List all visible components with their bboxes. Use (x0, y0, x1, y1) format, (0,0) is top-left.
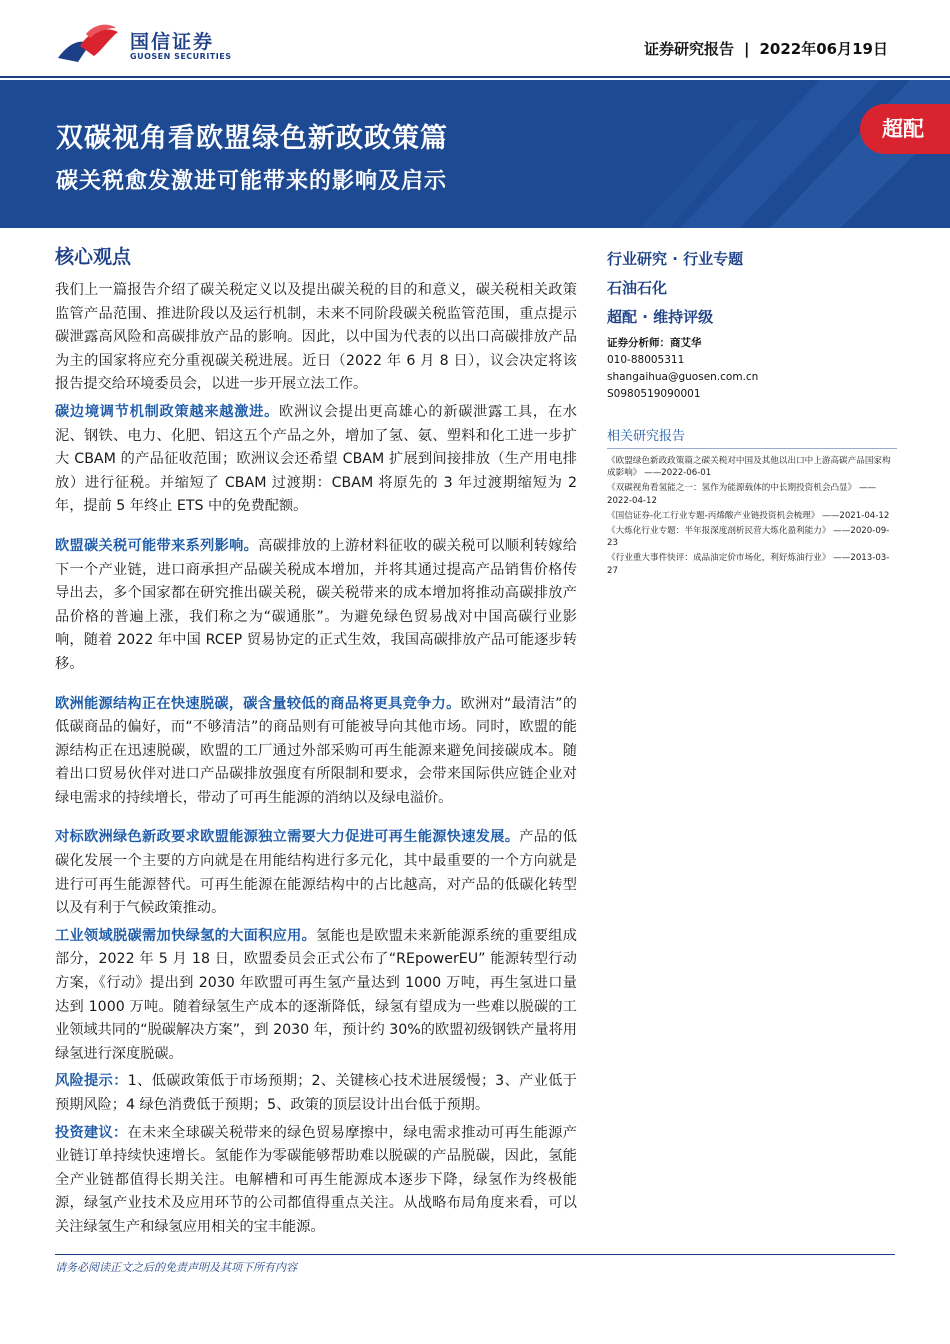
footer-disclaimer: 请务必阅读正文之后的免责声明及其项下所有内容 (55, 1261, 297, 1274)
paragraph-lead: 欧洲能源结构正在快速脱碳，碳含量较低的商品将更具竞争力。 (55, 695, 461, 712)
report-meta (644, 38, 888, 59)
report-date: 2022年06月19日 (759, 40, 888, 58)
rating-label: 超配 · 维持评级 (607, 308, 714, 326)
related-reports-title: 相关研究报告 (607, 425, 897, 449)
guosen-logo-icon (56, 24, 120, 64)
paragraph-lead: 欧盟碳关税可能带来系列影响。 (55, 537, 259, 554)
paragraph-investment (55, 1122, 577, 1240)
paragraph-renewables (55, 826, 577, 920)
meta-separator: | (744, 40, 750, 58)
paragraph-lead: 碳边境调节机制政策越来越激进。 (55, 403, 280, 420)
report-title: 双碳视角看欧盟绿色新政政策篇 (56, 123, 448, 154)
paragraph-lead: 工业领域脱碳需加快绿氢的大面积应用。 (55, 927, 317, 944)
industry-label: 行业研究 · 行业专题 (607, 250, 744, 268)
rating-badge: 超配 (860, 104, 950, 154)
related-reports-list (607, 455, 897, 577)
banner-decoration (620, 80, 950, 228)
paragraph-text: 1、低碳政策低于市场预期；2、关键核心技术进展缓慢；3、产业低于预期风险；4 绿色消费低于预期；5、政策的顶层设计出台低于预期。 (55, 1073, 577, 1113)
section-title: 核心观点 (55, 246, 132, 268)
report-subtitle: 碳关税愈发激进可能带来的影响及启示 (56, 169, 448, 194)
paragraph-impact (55, 535, 577, 677)
analyst-cert: S0980519090001 (607, 388, 701, 400)
paragraph-intro (55, 279, 577, 397)
paragraph-text: 在未来全球碳关税带来的绿色贸易摩擦中，绿电需求推动可再生能源产业链订单持续快速增长。氢能作为零碳能够帮助难以脱碳的产品脱碳，因此，氢能全产业链都值得长期关注。电解槽和可再生能源成本逐步下降，绿氢作为终极能源，绿氢产业技术及应用环节的公司都值得重点关注。从战略布局角度来看，可以关注绿氢生产和绿氢应用相关的宝丰能源。 (55, 1124, 577, 1235)
analyst-name: 证券分析师：商艾华 (607, 337, 702, 349)
related-report-item[interactable]: 《行业重大事件快评：成品油定价市场化，利好炼油行业》 ——2013-03-27 (607, 553, 890, 576)
company-name-cn: 国信证券 (130, 31, 215, 53)
related-report-item[interactable]: 《双碳视角看氢能之一：氢作为能源载体的中长期投资机会凸显》 ——2022-04-12 (607, 483, 877, 506)
paragraph-lead: 投资建议： (55, 1124, 128, 1141)
analyst-email[interactable]: shangaihua@guosen.com.cn (607, 371, 759, 383)
related-report-item[interactable]: 《欧盟绿色新政政策篇之碳关税对中国及其他以出口中上游高碳产品国家构成影响》 ——2022-06-01 (607, 456, 891, 479)
paragraph-energy-structure (55, 693, 577, 811)
paragraph-text: 欧洲议会提出更高雄心的新碳泄露工具，在水泥、钢铁、电力、化肥、铝这五个产品之外，增加了氢、氨、塑料和化工进一步扩大 CBAM 的产品征收范围；欧洲议会还希望 CBAM 扩展到间接排放（生产用电排放）进行征税。并缩短了 CBAM 过渡期：CBAM 将原先的 3 年过渡期缩短为 2 年，提前 5 年终止 ETS 中的免费配额。 (55, 403, 577, 515)
paragraph-text: 欧洲对“最清洁”的低碳商品的偏好，而“不够清洁”的商品则有可能被导向其他市场。同时，欧盟的能源结构正在迅速脱碳，欧盟的工厂通过外部采购可再生能源来避免间接碳成本。随着出口贸易伙伴对进口产品碳排放强度有所限制和要求，会带来国际供应链企业对绿电需求的持续增长，带动了可再生能源的消纳以及绿电溢价。 (55, 695, 577, 806)
paragraph-lead: 风险提示： (55, 1073, 128, 1090)
paragraph-hydrogen (55, 925, 577, 1067)
related-report-item[interactable]: 《大炼化行业专题：半年报深度剖析民营大炼化盈利能力》 ——2020-09-23 (607, 526, 890, 549)
company-name-en: GUOSEN SECURITIES (130, 52, 232, 61)
paragraph-text: 产品的低碳化发展一个主要的方向就是在用能结构进行多元化，其中最重要的一个方向就是进行可再生能源替代。可再生能源在能源结构中的占比越高，对产品的低碳化转型以及有利于气候政策推动。 (55, 829, 577, 917)
paragraph-text: 高碳排放的上游材料征收的碳关税可以顺利转嫁给下一个产业链，进口商承担产品碳关税成本增加，并将其通过提高产品销售价格传导出去，多个国家都在研究推出碳关税，碳关税带来的成本增加将推动高碳排放产品价格的普遍上涨，我们称之为“碳通胀”。为避免绿色贸易战对中国高碳行业影响，随着 2022 年中国 RCEP 贸易协定的正式生效，我国高碳排放产品可能逐步转移。 (55, 537, 577, 672)
paragraph-lead: 对标欧洲绿色新政要求欧盟能源独立需要大力促进可再生能源快速发展。 (55, 829, 520, 846)
related-report-item[interactable]: 《国信证券-化工行业专题-丙烯酸产业链投资机会梳理》 ——2021-04-12 (607, 510, 890, 521)
sidebar (607, 248, 897, 580)
footer-divider (55, 1254, 895, 1255)
page-header (0, 0, 950, 78)
paragraph-risk (55, 1070, 577, 1117)
analyst-phone: 010-88005311 (607, 354, 685, 366)
paragraph-cbam (55, 401, 577, 519)
report-type: 证券研究报告 (644, 40, 735, 58)
paragraph-text: 氢能也是欧盟未来新能源系统的重要组成部分，2022 年 5 月 18 日，欧盟委员会正式公布了“REpowerEU” 能源转型行动方案，《行动》提出到 2030 年欧盟可再生氢产量达到 1000 万吨，再生氢进口量达到 1000 万吨。随着绿氢生产成本的逐渐降低，绿氢有望成为一些难以脱碳的工业领域共同的“脱碳解决方案”，到 2030 年，预计约 30%的欧盟初级钢铁产量将用绿氢进行深度脱碳。 (55, 927, 577, 1062)
core-view-section (55, 242, 577, 1244)
paragraph-text: 我们上一篇报告介绍了碳关税定义以及提出碳关税的目的和意义，碳关税相关政策监管产品范围、推进阶段以及运行机制，未来不同阶段碳关税监管范围，重点提示碳泄露高风险和高碳排放产品的影响。因此，以中国为代表的以出口高碳排放产品为主的国家将应充分重视碳关税进展。近日（2022 年 6 月 8 日），议会决定将该报告提交给环境委员会，以进一步开展立法工作。 (55, 282, 577, 393)
title-banner (0, 80, 950, 228)
sector-label: 石油石化 (607, 279, 668, 297)
